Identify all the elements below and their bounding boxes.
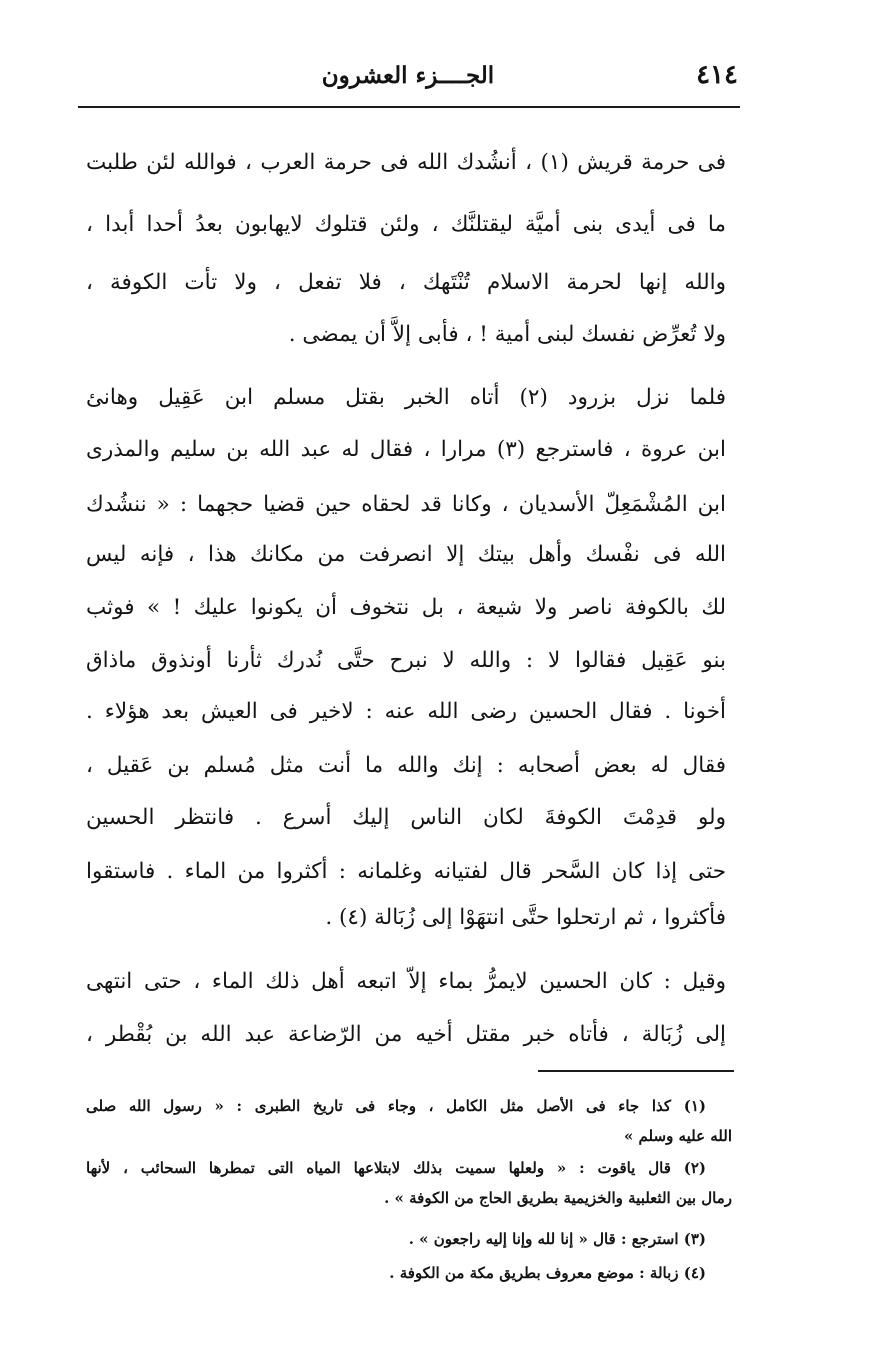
footnote-line: (١) كذا جاء فى الأصل مثل الكامل ، وجاء فى تاريخ الطبرى : « رسول الله صلى (86, 1097, 706, 1115)
text-line: وقيل : كان الحسين لايمرُّ بماء إلاّ اتبعه أهل ذلك الماء ، حتى انتهى (86, 969, 726, 994)
footnote-line: (٣) استرجع : قال « إنا لله وإنا إليه راجعون » . (408, 1230, 706, 1248)
footnote-line: (٤) زبالة : موضع معروف بطريق مكة من الكوفة . (389, 1264, 706, 1282)
text-line: الله فى نفْسك وأهل بيتك إلا انصرفت من مكانك هذا ، فإنه ليس (86, 542, 726, 567)
text-line: والله إنها لحرمة الاسلام تُنْتَهك ، فلا تفعل ، ولا تأت الكوفة ، (86, 270, 726, 295)
text-line: ابن عروة ، فاسترجع (٣) مرارا ، فقال له عبد الله بن سليم والمذرى (86, 437, 726, 462)
footnote-line: الله عليه وسلم » (623, 1127, 732, 1145)
page-header (78, 56, 738, 104)
footnote-line: رمال بين الثعلبية والخزيمية بطريق الحاج من الكوفة » . (384, 1189, 732, 1207)
text-line: فلما نزل بزرود (٢) أتاه الخبر بقتل مسلم ابن عَقِيل وهانئ (86, 385, 726, 410)
text-line: بنو عَقِيل فقالوا لا : والله لا نبرح حتَّى نُدرك ثأرنا أونذوق ماذاق (86, 648, 726, 673)
text-line: ولا تُعرِّض نفسك لبنى أمية ! ، فأبى إلاَّ أن يمضى . (288, 322, 726, 347)
running-title: الجــــزء العشرون (321, 62, 495, 89)
text-line: لك بالكوفة ناصر ولا شيعة ، بل نتخوف أن يكونوا عليك ! » فوثب (86, 595, 726, 620)
page-number: ٤١٤ (696, 60, 738, 90)
text-line: حتى إذا كان السَّحر قال لفتيانه وغلمانه : أكثروا من الماء . فاستقوا (86, 859, 726, 884)
text-line: ما فى أيدى بنى أميَّة ليقتلنَّك ، ولئن قتلوك لايهابون بعدُ أحدا أبدا ، (86, 212, 726, 237)
header-rule (78, 106, 740, 108)
text-line: أخونا . فقال الحسين رضى الله عنه : لاخير فى العيش بعد هؤلاء . (86, 699, 726, 724)
footnote-rule (538, 1070, 734, 1072)
text-line: ولو قدِمْتَ الكوفةَ لكان الناس إليك أسرع . فانتظر الحسين (86, 805, 726, 830)
text-line: ابن المُشْمَعِلّ الأسديان ، وكانا قد لحقاه حين قضيا حجهما : « ننشُدك (86, 492, 726, 517)
text-line: فقال له بعض أصحابه : إنك والله ما أنت مثل مُسلم بن عَقيل ، (86, 753, 726, 778)
text-line: فأكثروا ، ثم ارتحلوا حتَّى انتهَوْا إلى زُبَالة (٤) . (325, 905, 726, 930)
text-line: فى حرمة قريش (١) ، أنشُدك الله فى حرمة العرب ، فوالله لئن طلبت (86, 150, 726, 175)
text-line: إلى زُبَالة ، فأتاه خبر مقتل أخيه من الرّضاعة عبد الله بن بُقْطر ، (86, 1022, 726, 1047)
footnote-line: (٢) قال ياقوت : « ولعلها سميت بذلك لابتلاعها المياه التى تمطرها السحائب ، لأنها (86, 1159, 706, 1177)
